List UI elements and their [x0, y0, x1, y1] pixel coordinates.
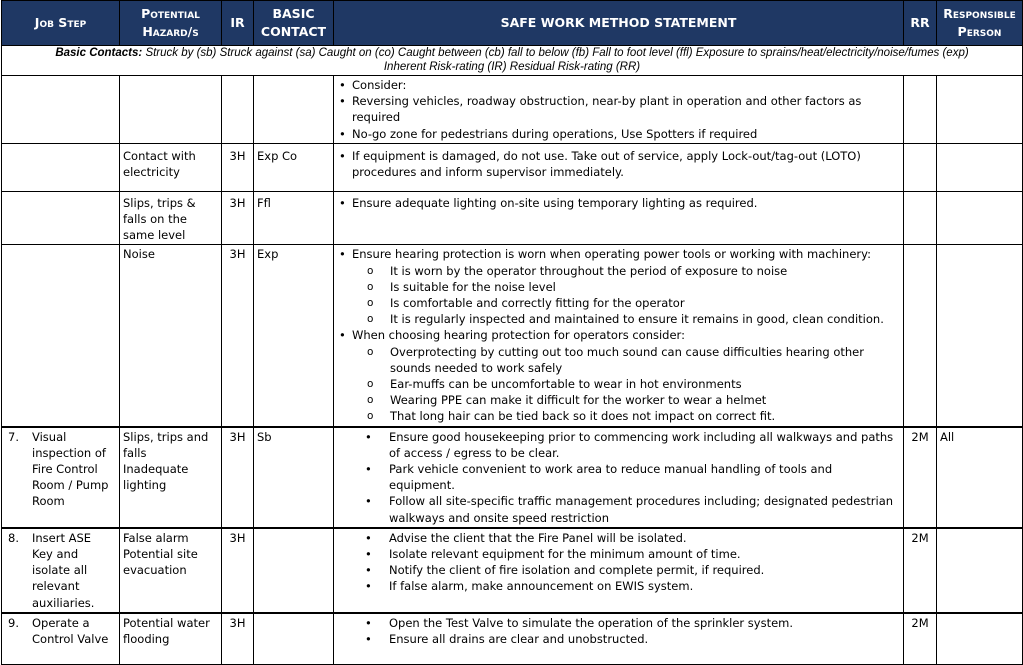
header-row: [2, 1, 1023, 46]
ir-cell: 3H: [222, 613, 254, 665]
ir-cell: 3H: [222, 143, 254, 191]
list-item: • Consider:: [352, 77, 900, 93]
ir-cell: 3H: [222, 427, 254, 528]
hazard-cell: Slips, trips & falls on the same level: [120, 191, 222, 245]
table-row: [2, 528, 1023, 613]
hazard-cell: Noise: [120, 245, 222, 427]
hazard-cell: Potential water flooding: [120, 613, 222, 665]
list-item: o Is suitable for the noise level: [390, 279, 900, 295]
list-item: • When choosing hearing protection for operators consider: o Overprotecting by cutting out too much sound can cause difficulties hearing other sounds needed to work safely o Ear-muffs can be uncomfortable to wear in hot environments o Wearing PPE can make it difficult for the worker to wear a helmet o That long hair can be tied back so it does not impact on correct fit.: [352, 327, 900, 424]
table-row: [2, 76, 1023, 144]
list-item: o That long hair can be tied back so it does not impact on correct fit.: [390, 408, 900, 424]
basic-contacts-legend: [2, 46, 1023, 61]
responsible-cell: All: [937, 427, 1023, 528]
list-item: • Park vehicle convenient to work area to reduce manual handling of tools and equipment.: [389, 461, 900, 493]
contact-cell: Ffl: [254, 191, 334, 245]
table-row: [2, 427, 1023, 528]
list-item: • Ensure adequate lighting on-site using temporary lighting as required.: [352, 195, 900, 211]
header-potential-hazards: Potential Hazard/s: [120, 1, 222, 46]
ir-cell: 3H: [222, 245, 254, 427]
contact-cell: Exp Co: [254, 143, 334, 191]
list-item: • Reversing vehicles, roadway obstruction, near-by plant in operation and other factors as required: [352, 93, 900, 125]
list-item: • No-go zone for pedestrians during operations, Use Spotters if required: [352, 126, 900, 142]
list-item: o Overprotecting by cutting out too much sound can cause difficulties hearing other sounds needed to work safely: [390, 344, 900, 376]
header-basic-contact: BASIC CONTACT: [254, 1, 334, 46]
job-step-cell: 8. Insert ASE Key and isolate all relevant auxiliaries.: [2, 528, 120, 613]
list-item: o Ear-muffs can be uncomfortable to wear in hot environments: [390, 376, 900, 392]
contacts-line1: Struck by (sb) Struck against (sa) Caught on (co) Caught between (cb) fall to below (fb) Fall to foot level (ffl) Exposure to sprains/heat/electricity/noise/fumes (exp): [145, 47, 969, 59]
list-item: • Ensure hearing protection is worn when operating power tools or working with machinery: o It is worn by the operator throughout the period of exposure to noise o Is suitable for the noise level o Is comfortable and correctly fitting for the operator o It is regularly inspected and maintained to ensure it remains in good, clean condition.: [352, 246, 900, 327]
header-responsible-person: Responsible Person: [937, 1, 1023, 46]
hazard-cell: Contact with electricity: [120, 143, 222, 191]
table-row: [2, 245, 1023, 427]
hazard-cell: Slips, trips and falls Inadequate lighting: [120, 427, 222, 528]
list-item: • Ensure good housekeeping prior to commencing work including all walkways and paths of access / egress to be clear.: [389, 429, 900, 461]
list-item: • Open the Test Valve to simulate the operation of the sprinkler system.: [389, 615, 900, 631]
contact-cell: Sb: [254, 427, 334, 528]
contact-cell: Exp: [254, 245, 334, 427]
header-job-step: Job Step: [2, 1, 120, 46]
contact-cell: [254, 613, 334, 665]
rr-cell: 2M: [904, 528, 937, 613]
hazard-cell: False alarm Potential site evacuation: [120, 528, 222, 613]
table-row: [2, 613, 1023, 665]
list-item: • If false alarm, make announcement on EWIS system.: [389, 578, 900, 594]
ir-cell: 3H: [222, 528, 254, 613]
ir-cell: 3H: [222, 191, 254, 245]
list-item: o Is comfortable and correctly fitting for the operator: [390, 295, 900, 311]
job-step-cell: 9. Operate a Control Valve: [2, 613, 120, 665]
contacts-lead: Basic Contacts:: [55, 47, 143, 59]
list-item: • Notify the client of fire isolation and complete permit, if required.: [389, 562, 900, 578]
header-ir: IR: [222, 1, 254, 46]
contact-cell: [254, 528, 334, 613]
header-swms: SAFE WORK METHOD STATEMENT: [334, 1, 904, 46]
responsible-cell: [937, 613, 1023, 665]
rr-cell: 2M: [904, 427, 937, 528]
table-row: [2, 191, 1023, 245]
contacts-line2: Inherent Risk-rating (IR) Residual Risk-rating (RR): [2, 60, 1023, 76]
swms-table: [1, 0, 1023, 665]
list-item: • If equipment is damaged, do not use. Take out of service, apply Lock-out/tag-out (LOTO) procedures and inform supervisor immediately.: [352, 148, 900, 180]
header-rr: RR: [904, 1, 937, 46]
list-item: o It is regularly inspected and maintained to ensure it remains in good, clean condition.: [390, 311, 900, 327]
list-item: o Wearing PPE can make it difficult for the worker to wear a helmet: [390, 392, 900, 408]
list-item: • Ensure all drains are clear and unobstructed.: [389, 631, 900, 647]
table-row: [2, 143, 1023, 191]
job-step-cell: 7. Visual inspection of Fire Control Room / Pump Room: [2, 427, 120, 528]
rr-cell: 2M: [904, 613, 937, 665]
responsible-cell: [937, 528, 1023, 613]
risk-rating-legend: [2, 60, 1023, 76]
list-item: o It is worn by the operator throughout the period of exposure to noise: [390, 263, 900, 279]
list-item: • Follow all site-specific traffic management procedures including; designated pedestrian walkways and onsite speed restriction: [389, 493, 900, 525]
list-item: • Advise the client that the Fire Panel will be isolated.: [389, 530, 900, 546]
list-item: • Isolate relevant equipment for the minimum amount of time.: [389, 546, 900, 562]
